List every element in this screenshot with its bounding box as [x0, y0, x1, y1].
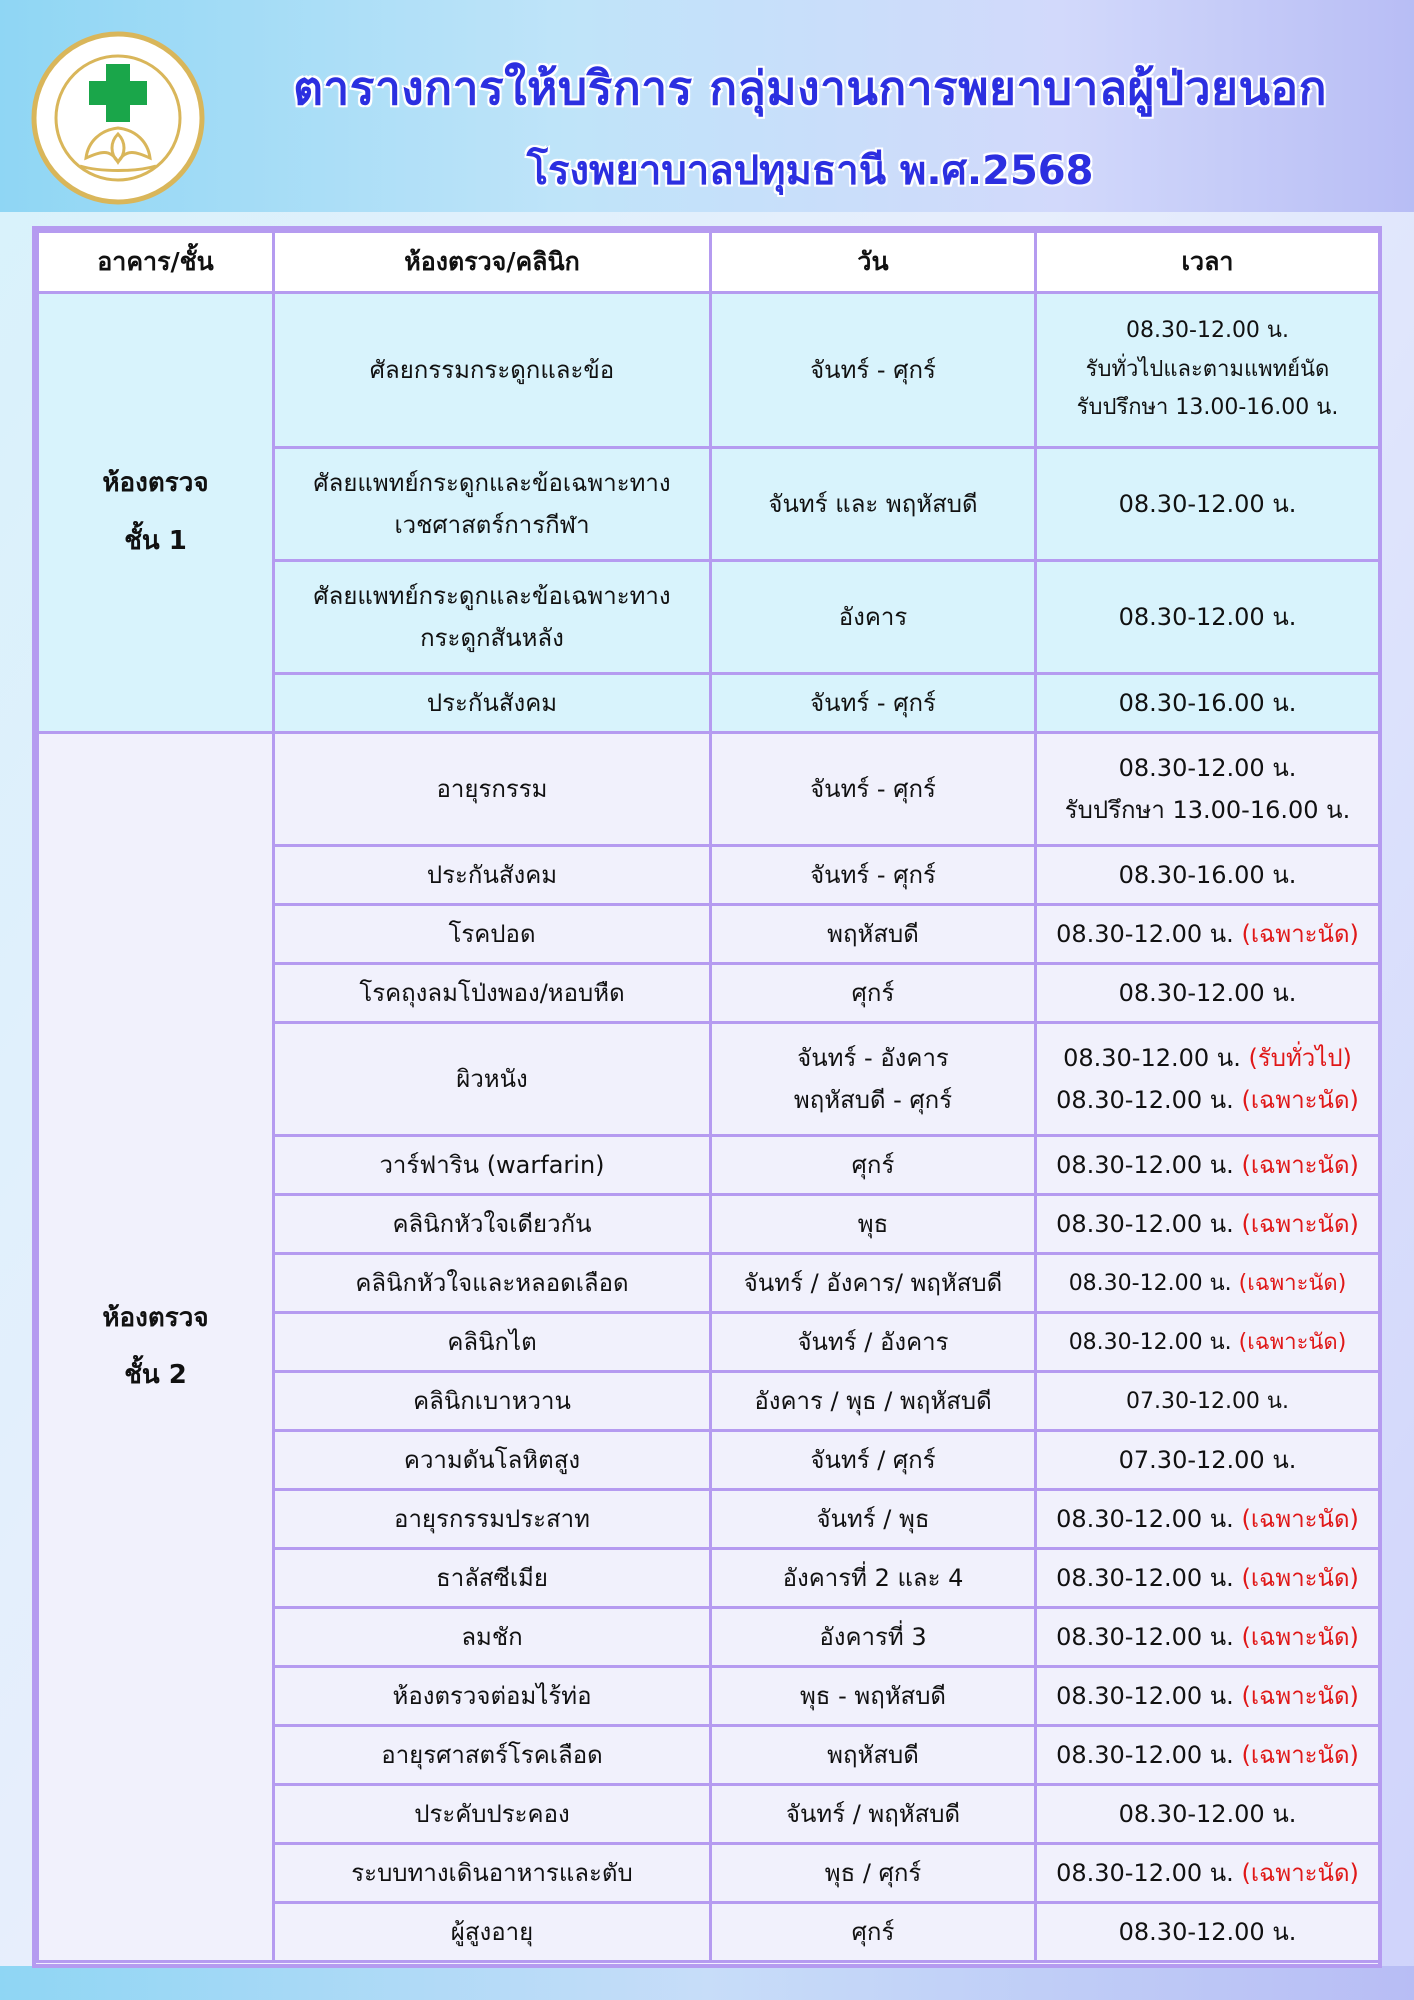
day-cell: จันทร์ และ พฤหัสบดี — [711, 448, 1036, 561]
time-cell: 08.30-12.00 น. (เฉพาะนัด) — [1036, 1490, 1380, 1549]
time-cell: 08.30-16.00 น. — [1036, 674, 1380, 733]
day-cell: ศุกร์ — [711, 1136, 1036, 1195]
appointment-note: (เฉพาะนัด) — [1241, 1741, 1359, 1769]
day-cell: จันทร์ - ศุกร์ — [711, 674, 1036, 733]
day-cell: พุธ / ศุกร์ — [711, 1844, 1036, 1903]
appointment-note: (เฉพาะนัด) — [1241, 1151, 1359, 1179]
time-cell: 08.30-12.00 น. — [1036, 448, 1380, 561]
clinic-cell: คลินิกไต — [274, 1313, 711, 1372]
table-row — [38, 293, 1380, 448]
time-cell: 08.30-12.00 น. (รับทั่วไป) 08.30-12.00 น. (เฉพาะนัด) — [1036, 1023, 1380, 1136]
time-cell: 08.30-12.00 น. (เฉพาะนัด) — [1036, 1549, 1380, 1608]
general-note: (รับทั่วไป) — [1248, 1044, 1352, 1072]
clinic-cell: อายุรกรรมประสาท — [274, 1490, 711, 1549]
time-cell: 08.30-12.00 น. (เฉพาะนัด) — [1036, 1195, 1380, 1254]
clinic-cell: ความดันโลหิตสูง — [274, 1431, 711, 1490]
clinic-cell: ผิวหนัง — [274, 1023, 711, 1136]
time-cell: 08.30-12.00 น. (เฉพาะนัด) — [1036, 1136, 1380, 1195]
appointment-note: (เฉพาะนัด) — [1241, 1859, 1359, 1887]
day-cell: จันทร์ - ศุกร์ — [711, 846, 1036, 905]
day-cell: จันทร์ - ศุกร์ — [711, 293, 1036, 448]
clinic-cell: ศัลยกรรมกระดูกและข้อ — [274, 293, 711, 448]
clinic-cell: ศัลยแพทย์กระดูกและข้อเฉพาะทาง กระดูกสันหลัง — [274, 561, 711, 674]
hospital-logo — [30, 30, 206, 206]
clinic-cell: โรคถุงลมโป่งพอง/หอบหืด — [274, 964, 711, 1023]
time-cell: 08.30-12.00 น. (เฉพาะนัด) — [1036, 1254, 1380, 1313]
clinic-cell: อายุรศาสตร์โรคเลือด — [274, 1726, 711, 1785]
clinic-cell: วาร์ฟาริน (warfarin) — [274, 1136, 711, 1195]
day-cell: จันทร์ / พุธ — [711, 1490, 1036, 1549]
time-cell: 08.30-12.00 น. (เฉพาะนัด) — [1036, 1608, 1380, 1667]
clinic-cell: อายุรกรรม — [274, 733, 711, 846]
day-cell: จันทร์ / อังคาร/ พฤหัสบดี — [711, 1254, 1036, 1313]
clinic-cell: ศัลยแพทย์กระดูกและข้อเฉพาะทาง เวชศาสตร์การกีฬา — [274, 448, 711, 561]
appointment-note: (เฉพาะนัด) — [1241, 1623, 1359, 1651]
day-cell: ศุกร์ — [711, 964, 1036, 1023]
time-cell: 08.30-12.00 น. (เฉพาะนัด) — [1036, 1667, 1380, 1726]
appointment-note: (เฉพาะนัด) — [1238, 1270, 1347, 1296]
col-header-building: อาคาร/ชั้น — [38, 232, 274, 293]
floor-1-label: ห้องตรวจ ชั้น 1 — [38, 293, 274, 733]
clinic-cell: โรคปอด — [274, 905, 711, 964]
col-header-day: วัน — [711, 232, 1036, 293]
time-cell: 08.30-12.00 น. รับปรึกษา 13.00-16.00 น. — [1036, 733, 1380, 846]
day-cell: พฤหัสบดี — [711, 905, 1036, 964]
clinic-cell: ประคับประคอง — [274, 1785, 711, 1844]
day-cell: จันทร์ - ศุกร์ — [711, 733, 1036, 846]
appointment-note: (เฉพาะนัด) — [1241, 1210, 1359, 1238]
clinic-cell: คลินิกเบาหวาน — [274, 1372, 711, 1431]
clinic-cell: คลินิกหัวใจและหลอดเลือด — [274, 1254, 711, 1313]
time-cell: 08.30-12.00 น. (เฉพาะนัด) — [1036, 1313, 1380, 1372]
col-header-clinic: ห้องตรวจ/คลินิก — [274, 232, 711, 293]
time-cell: 07.30-12.00 น. — [1036, 1372, 1380, 1431]
day-cell: พฤหัสบดี — [711, 1726, 1036, 1785]
day-cell: อังคาร — [711, 561, 1036, 674]
clinic-cell: ธาลัสซีเมีย — [274, 1549, 711, 1608]
day-cell: จันทร์ - อังคาร พฤหัสบดี - ศุกร์ — [711, 1023, 1036, 1136]
clinic-cell: ลมชัก — [274, 1608, 711, 1667]
page-subtitle: โรงพยาบาลปทุมธานี พ.ศ.2568 — [526, 148, 1094, 194]
day-cell: พุธ - พฤหัสบดี — [711, 1667, 1036, 1726]
appointment-note: (เฉพาะนัด) — [1241, 1564, 1359, 1592]
day-cell: จันทร์ / ศุกร์ — [711, 1431, 1036, 1490]
time-cell: 08.30-12.00 น. (เฉพาะนัด) — [1036, 1726, 1380, 1785]
day-cell: ศุกร์ — [711, 1903, 1036, 1962]
day-cell: จันทร์ / อังคาร — [711, 1313, 1036, 1372]
day-cell: จันทร์ / พฤหัสบดี — [711, 1785, 1036, 1844]
time-cell: 08.30-12.00 น. — [1036, 1785, 1380, 1844]
page-title: ตารางการให้บริการ กลุ่มงานการพยาบาลผู้ป่วยนอก — [293, 61, 1327, 115]
appointment-note: (เฉพาะนัด) — [1241, 1682, 1359, 1710]
time-cell: 07.30-12.00 น. — [1036, 1431, 1380, 1490]
appointment-note: (เฉพาะนัด) — [1238, 1329, 1347, 1355]
time-cell: 08.30-12.00 น. (เฉพาะนัด) — [1036, 1844, 1380, 1903]
clinic-cell: ประกันสังคม — [274, 846, 711, 905]
appointment-note: (เฉพาะนัด) — [1241, 920, 1359, 948]
time-cell: 08.30-12.00 น. — [1036, 964, 1380, 1023]
appointment-note: (เฉพาะนัด) — [1241, 1505, 1359, 1533]
clinic-cell: ห้องตรวจต่อมไร้ท่อ — [274, 1667, 711, 1726]
day-cell: อังคาร / พุธ / พฤหัสบดี — [711, 1372, 1036, 1431]
time-cell: 08.30-12.00 น. รับทั่วไปและตามแพทย์นัด รับปรึกษา 13.00-16.00 น. — [1036, 293, 1380, 448]
clinic-cell: ระบบทางเดินอาหารและตับ — [274, 1844, 711, 1903]
schedule-table — [32, 226, 1382, 1968]
col-header-time: เวลา — [1036, 232, 1380, 293]
clinic-cell: คลินิกหัวใจเดียวกัน — [274, 1195, 711, 1254]
day-cell: อังคารที่ 2 และ 4 — [711, 1549, 1036, 1608]
footer-band — [0, 1966, 1414, 2000]
time-cell: 08.30-12.00 น. — [1036, 1903, 1380, 1962]
time-cell: 08.30-16.00 น. — [1036, 846, 1380, 905]
appointment-note: (เฉพาะนัด) — [1241, 1086, 1359, 1114]
time-cell: 08.30-12.00 น. — [1036, 561, 1380, 674]
day-cell: อังคารที่ 3 — [711, 1608, 1036, 1667]
time-cell: 08.30-12.00 น. (เฉพาะนัด) — [1036, 905, 1380, 964]
table-row — [38, 733, 1380, 846]
table-header-row — [38, 232, 1380, 293]
clinic-cell: ผู้สูงอายุ — [274, 1903, 711, 1962]
clinic-cell: ประกันสังคม — [274, 674, 711, 733]
floor-2-label: ห้องตรวจ ชั้น 2 — [38, 733, 274, 1962]
day-cell: พุธ — [711, 1195, 1036, 1254]
